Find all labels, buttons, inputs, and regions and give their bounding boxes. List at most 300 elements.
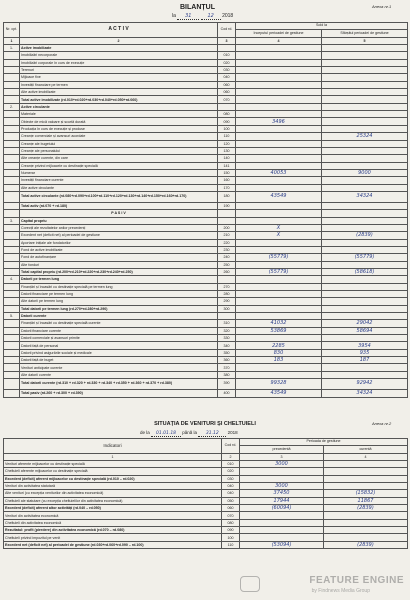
row-code: 030 (218, 67, 236, 74)
table-row (4, 140, 408, 147)
value-start (236, 177, 322, 184)
value-end (322, 335, 408, 342)
value-start (236, 74, 322, 81)
row-label: Datorii față de personal (20, 342, 218, 349)
row-label: Obiecte de mică valoare și scurtă durată (20, 118, 218, 125)
row-code: 040 (222, 490, 240, 497)
value-end (322, 210, 408, 217)
value-end (322, 125, 408, 132)
watermark-sub: by Findnews Media Group (311, 588, 370, 594)
value-previous (240, 527, 324, 534)
value-start (236, 140, 322, 147)
row-label: Total pasiv (rd.260 + rd.300 + rd.390) (20, 390, 218, 397)
value-start: (55779) (236, 269, 322, 276)
row-number (4, 390, 20, 397)
value-end (322, 155, 408, 162)
row-label: Investiții financiare curente (20, 177, 218, 184)
col-num: 4 (236, 37, 322, 44)
value-previous: (60094) (240, 505, 324, 512)
table-row (4, 147, 408, 154)
table-row (4, 232, 408, 239)
value-start (236, 283, 322, 290)
col-precedenta-header: precedentă (240, 446, 324, 453)
value-start (236, 202, 322, 209)
indicator-label: Excedent (deficit) aferent altor activități (rd.040 – rd.050) (4, 505, 222, 512)
value-start (236, 96, 322, 103)
row-number (4, 224, 20, 231)
value-start (236, 45, 322, 52)
value-end (322, 162, 408, 169)
indicator-label: Excedent net (deficit net) al perioadei de gestiune (rd.030+rd.060+rd.090 – rd.100) (4, 541, 222, 548)
value-start (236, 81, 322, 88)
value-start (236, 111, 322, 118)
row-number (4, 177, 20, 184)
row-number (4, 162, 20, 169)
col-num: 5 (322, 37, 408, 44)
value-start (236, 59, 322, 66)
row-code: 250 (218, 261, 236, 268)
value-end (322, 184, 408, 191)
value-start (236, 184, 322, 191)
row-code: 150 (218, 169, 236, 176)
table-row (4, 67, 408, 74)
row-code: 141 (218, 162, 236, 169)
row-number (4, 133, 20, 140)
table-row (4, 89, 408, 96)
table-row (4, 342, 408, 349)
row-label: Datorii față de buget (20, 357, 218, 364)
table-row (4, 276, 408, 283)
row-code: 370 (218, 364, 236, 371)
row-label: Total active imobilizate (rd.010+rd.020+rd.030+rd.040+rd.050+rd.060) (20, 96, 218, 103)
date-day: 31 (177, 13, 199, 20)
row-label: Creanțe ale personalului (20, 147, 218, 154)
table-row (4, 379, 408, 390)
table-row (4, 169, 408, 176)
row-label: Datorii curente (20, 313, 218, 320)
row-code (218, 103, 236, 110)
table-row (4, 52, 408, 59)
value-start: 53869 (236, 327, 322, 334)
value-end (322, 364, 408, 371)
row-code: 200 (218, 224, 236, 231)
indicator-label: Cheltuieli aferente mijloacelor cu destinație specială (4, 468, 222, 475)
table-row (4, 335, 408, 342)
value-end: 58694 (322, 327, 408, 334)
col-num: 1 (4, 453, 222, 460)
indicator-label: Alte venituri (cu excepția veniturilor din activitatea economică) (4, 490, 222, 497)
value-start (236, 155, 322, 162)
row-code: 070 (222, 512, 240, 519)
row-number (4, 202, 20, 209)
row-code: 080 (222, 519, 240, 526)
row-code: 060 (222, 505, 240, 512)
row-number (4, 261, 20, 268)
table-row (4, 291, 408, 298)
value-start (236, 335, 322, 342)
row-label: Datorii financiare pe termen lung (20, 291, 218, 298)
table-row (4, 59, 408, 66)
row-label: Fond de autofinanțare (20, 254, 218, 261)
row-label: Corecții ale rezultatelor anilor precedenți (20, 224, 218, 231)
value-current (324, 468, 408, 475)
col-num: 4 (324, 453, 408, 460)
value-previous: 37450 (240, 490, 324, 497)
row-code: 280 (218, 291, 236, 298)
row-label: Imobilizări corporale în curs de execuție (20, 59, 218, 66)
value-end (322, 305, 408, 312)
row-code: 190 (218, 202, 236, 209)
value-end (322, 291, 408, 298)
row-code: 400 (218, 390, 236, 397)
value-end (322, 239, 408, 246)
value-start (236, 52, 322, 59)
row-code (218, 217, 236, 224)
table-row (4, 217, 408, 224)
row-label: Materiale (20, 111, 218, 118)
row-code: 060 (218, 89, 236, 96)
value-previous: 3000 (240, 461, 324, 468)
col-sold-header: Sold la (236, 23, 408, 30)
row-number (4, 111, 20, 118)
col-nr-header: Nr. cpt. (4, 23, 20, 38)
row-number (4, 191, 20, 202)
value-start (236, 305, 322, 312)
table-row (4, 283, 408, 290)
row-label: Alte datorii pe termen lung (20, 298, 218, 305)
period-to: 31.12 (198, 431, 226, 437)
row-code: 090 (222, 527, 240, 534)
table-row (4, 96, 408, 103)
value-end (322, 217, 408, 224)
row-label: Terenuri (20, 67, 218, 74)
value-current: (2839) (324, 541, 408, 548)
row-label: Investiții financiare pe termen (20, 81, 218, 88)
value-start (236, 261, 322, 268)
indicator-label: Cheltuieli din activitatea economică (4, 519, 222, 526)
value-start (236, 103, 322, 110)
value-end (322, 177, 408, 184)
value-end: (2839) (322, 232, 408, 239)
value-end (322, 111, 408, 118)
value-end (322, 147, 408, 154)
value-end: (58618) (322, 269, 408, 276)
table-row (4, 202, 408, 209)
row-label: P A S I V (20, 210, 218, 217)
row-code (218, 45, 236, 52)
col-num: 1 (4, 37, 20, 44)
row-number (4, 125, 20, 132)
row-number (4, 67, 20, 74)
col-cod-header: Cod rd. (218, 23, 236, 38)
col-perioada-header: Perioada de gestiune (240, 439, 408, 446)
row-label: Datorii privind asigurările sociale și medicale (20, 349, 218, 356)
row-number (4, 118, 20, 125)
value-current (324, 483, 408, 490)
row-label: Creanțe comerciale și avansuri acordate (20, 133, 218, 140)
table-row (4, 177, 408, 184)
row-code: 030 (222, 475, 240, 482)
table-row (4, 81, 408, 88)
value-end (322, 89, 408, 96)
value-current: 11867 (324, 497, 408, 504)
row-number (4, 246, 20, 253)
table-row (4, 305, 408, 312)
value-current (324, 475, 408, 482)
row-code: 170 (218, 184, 236, 191)
row-number (4, 357, 20, 364)
table-row (4, 327, 408, 334)
balance-sheet-table (3, 22, 408, 398)
indicator-label: Venituri aferente mijloacelor cu destinație specială (4, 461, 222, 468)
row-code: 100 (218, 125, 236, 132)
row-code: 260 (218, 269, 236, 276)
value-previous: 3000 (240, 483, 324, 490)
value-previous: 17944 (240, 497, 324, 504)
table-row (4, 261, 408, 268)
row-label: Datorii financiare curente (20, 327, 218, 334)
row-number (4, 52, 20, 59)
row-number (4, 96, 20, 103)
col-cod2-header: Cod rd. (222, 439, 240, 454)
value-end: 29042 (322, 320, 408, 327)
balance-date (172, 13, 233, 20)
table-row (4, 191, 408, 202)
value-start (236, 291, 322, 298)
value-previous (240, 534, 324, 541)
row-number (4, 232, 20, 239)
row-code: 310 (218, 320, 236, 327)
table-row (4, 519, 408, 526)
row-code: 090 (218, 118, 236, 125)
value-previous (240, 519, 324, 526)
row-label: Total datorii curente (rd.310 + rd.320 + rd.330 + rd.340 + rd.350 + rd.360 + rd.370 + rd.380) (20, 379, 218, 390)
table-row (4, 483, 408, 490)
row-code: 160 (218, 177, 236, 184)
value-start (236, 313, 322, 320)
value-start: 830 (236, 349, 322, 356)
row-number (4, 364, 20, 371)
row-number (4, 283, 20, 290)
date-prefix: la (172, 13, 176, 19)
value-start: 40053 (236, 169, 322, 176)
value-end (322, 202, 408, 209)
table-row (4, 512, 408, 519)
row-code: 230 (218, 246, 236, 253)
row-label: Active imobilizate (20, 45, 218, 52)
value-start (236, 133, 322, 140)
row-code: 080 (218, 111, 236, 118)
row-code: 140 (218, 155, 236, 162)
row-number (4, 335, 20, 342)
value-end (322, 371, 408, 378)
watermark-logo-icon (240, 576, 260, 592)
table-row (4, 111, 408, 118)
row-code: 350 (218, 349, 236, 356)
indicator-label: Rezultatul: profit (pierdere) din activitatea economică (rd.070 – rd.080) (4, 527, 222, 534)
table-row (4, 269, 408, 276)
value-start (236, 246, 322, 253)
row-number: 3. (4, 217, 20, 224)
row-number (4, 342, 20, 349)
row-code: 040 (218, 74, 236, 81)
value-start (236, 276, 322, 283)
period-to-year: 2018 (227, 430, 238, 435)
date-month: 12 (201, 13, 221, 20)
table-row (4, 364, 408, 371)
row-number (4, 89, 20, 96)
value-end (322, 140, 408, 147)
value-end: 9000 (322, 169, 408, 176)
row-label: Total active circulante (rd.080+rd.090+rd.100+rd.110+rd.120+rd.130+rd.140+rd.150+rd.160+rd.170) (20, 191, 218, 202)
value-current (324, 461, 408, 468)
row-code: 360 (218, 357, 236, 364)
value-end (322, 74, 408, 81)
row-label: Venituri anticipate curente (20, 364, 218, 371)
table-row (4, 320, 408, 327)
value-start (236, 371, 322, 378)
table-row (4, 497, 408, 504)
row-code (218, 276, 236, 283)
table-row (4, 475, 408, 482)
col-curenta-header: curentă (324, 446, 408, 453)
row-code: 340 (218, 342, 236, 349)
value-start: 183 (236, 357, 322, 364)
col-inceput-header: începutul perioadei de gestiune (236, 30, 322, 37)
table-row (4, 505, 408, 512)
row-number (4, 371, 20, 378)
row-number (4, 140, 20, 147)
row-number (4, 210, 20, 217)
value-start (236, 364, 322, 371)
annex-2-label: Anexa nr.2 (372, 421, 392, 426)
table-row (4, 490, 408, 497)
col-num: 2 (20, 37, 218, 44)
row-label: Mijloace fixe (20, 74, 218, 81)
row-label: Total activ (rd.070 + rd.180) (20, 202, 218, 209)
period-from: 01.01.18 (151, 431, 181, 437)
row-number (4, 305, 20, 312)
income-period (140, 430, 238, 437)
value-end (322, 224, 408, 231)
indicator-label: Cheltuieli ale statutare (cu excepția cheltuielilor din activitatea economică) (4, 497, 222, 504)
row-label: Finanțări și încasări cu destinație specială pe termen lung (20, 283, 218, 290)
value-start: 41032 (236, 320, 322, 327)
row-code (218, 313, 236, 320)
value-start: 99328 (236, 379, 322, 390)
row-code: 240 (218, 254, 236, 261)
value-start: 43549 (236, 390, 322, 397)
col-activ-header: A C T I V (20, 23, 218, 38)
row-number (4, 254, 20, 261)
value-end (322, 67, 408, 74)
row-number (4, 184, 20, 191)
value-start (236, 217, 322, 224)
row-code: 050 (222, 497, 240, 504)
value-end: (55779) (322, 254, 408, 261)
table-row (4, 541, 408, 548)
row-code: 270 (218, 283, 236, 290)
watermark-brand: FEATURE ENGINE (309, 575, 404, 586)
row-number (4, 59, 20, 66)
row-code: 180 (218, 191, 236, 202)
value-end (322, 52, 408, 59)
value-start (236, 125, 322, 132)
row-code: 040 (222, 483, 240, 490)
row-code: 100 (222, 534, 240, 541)
row-label: Creanțe privind mijloacele cu destinație specială (20, 162, 218, 169)
value-previous (240, 475, 324, 482)
row-label: Finanțări și încasări cu destinație specială curente (20, 320, 218, 327)
date-year: 2018 (222, 13, 234, 19)
row-code: 130 (218, 147, 236, 154)
row-code: 330 (218, 335, 236, 342)
row-code: 220 (218, 239, 236, 246)
row-label: Alte fonduri (20, 261, 218, 268)
indicator-label: Venituri din activitatea economică (4, 512, 222, 519)
table-row (4, 298, 408, 305)
value-end (322, 103, 408, 110)
table-row (4, 254, 408, 261)
row-number (4, 320, 20, 327)
table-row (4, 534, 408, 541)
value-end (322, 96, 408, 103)
indicator-label: Venituri din activitatea statutară (4, 483, 222, 490)
row-code: 010 (218, 52, 236, 59)
row-label: Active circulante (20, 103, 218, 110)
value-end: 34324 (322, 390, 408, 397)
table-row (4, 468, 408, 475)
row-number: 2. (4, 103, 20, 110)
value-end (322, 298, 408, 305)
value-start: 3496 (236, 118, 322, 125)
row-number (4, 298, 20, 305)
row-number (4, 269, 20, 276)
value-end: 92942 (322, 379, 408, 390)
row-label: Capital propriu (20, 217, 218, 224)
period-from-prefix: de la (140, 430, 150, 435)
row-code: 110 (222, 541, 240, 548)
value-end (322, 313, 408, 320)
value-current (324, 527, 408, 534)
row-code: 300 (218, 305, 236, 312)
table-row (4, 184, 408, 191)
row-label: Creanțe ale bugetului (20, 140, 218, 147)
row-label: Producția în curs de execuție și produse (20, 125, 218, 132)
table-row (4, 246, 408, 253)
row-label: Numerar (20, 169, 218, 176)
row-label: Datorii comerciale și avansuri primite (20, 335, 218, 342)
value-start: (55779) (236, 254, 322, 261)
value-start: 43549 (236, 191, 322, 202)
table-row (4, 390, 408, 397)
table-row (4, 155, 408, 162)
table-row (4, 224, 408, 231)
row-code: 120 (218, 140, 236, 147)
row-number (4, 327, 20, 334)
value-current: (15832) (324, 490, 408, 497)
value-end: 3954 (322, 342, 408, 349)
row-number (4, 379, 20, 390)
row-number (4, 74, 20, 81)
row-label: Aportare inițiale ale fondatorilor (20, 239, 218, 246)
row-label: Fond de active imobilizate (20, 246, 218, 253)
row-code: 020 (218, 59, 236, 66)
col-indicatori-header: Indicatori (4, 439, 222, 454)
row-number: 4. (4, 276, 20, 283)
row-number (4, 239, 20, 246)
value-current (324, 519, 408, 526)
